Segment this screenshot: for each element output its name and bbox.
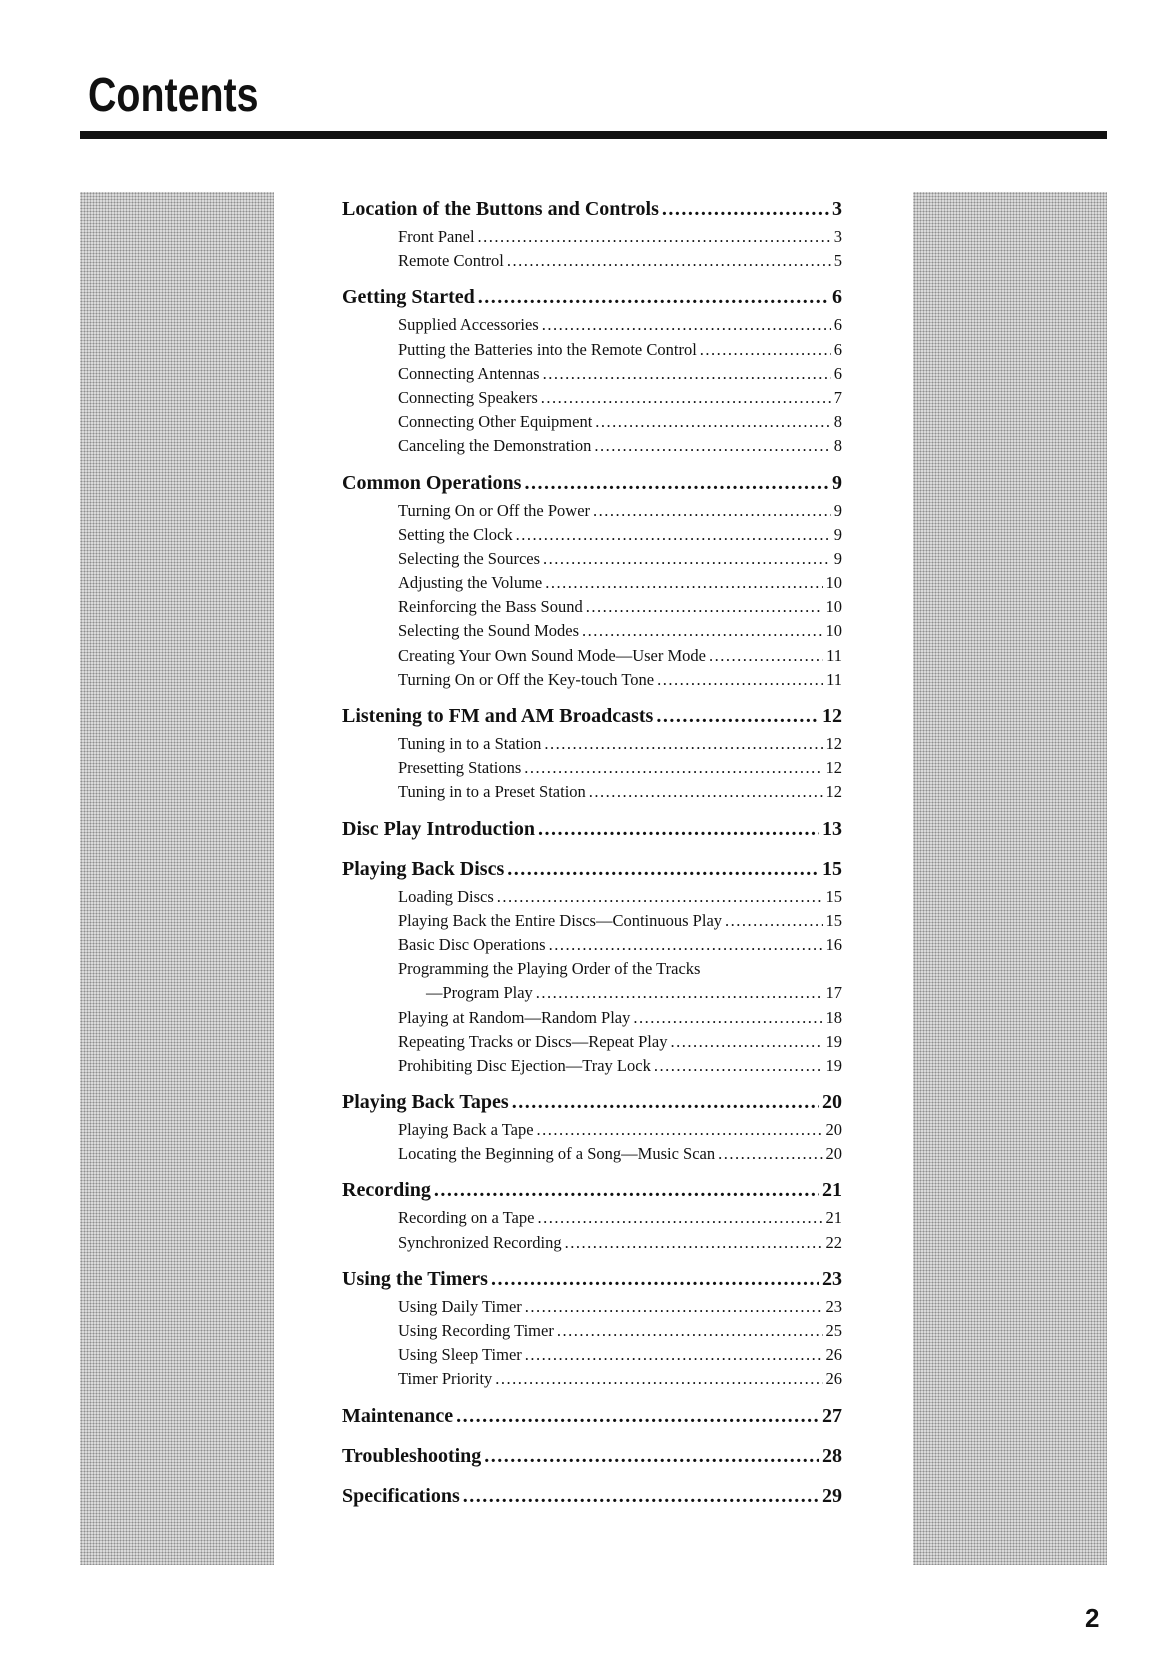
toc-entry[interactable] [342,782,842,806]
toc-entry-label: Using Recording Timer [398,1321,554,1340]
leader-dots [495,1369,822,1389]
toc-entry-page: 5 [833,251,842,271]
leader-dots [718,1144,822,1164]
toc-section-page: 3 [832,198,842,220]
toc-section-heading[interactable] [342,1268,842,1297]
toc-section-title: Troubleshooting [342,1444,482,1467]
toc-section-heading[interactable] [342,1485,842,1514]
toc-section-heading[interactable] [342,1445,842,1474]
toc-entry-label: Connecting Speakers [398,387,538,407]
leader-dots [478,286,829,309]
toc-entry-page: 25 [825,1321,842,1340]
toc-entry-label: Adjusting the Volume [398,573,543,593]
toc-entry-label: Synchronized Recording [398,1232,562,1252]
toc-entry[interactable] [342,646,842,670]
toc-entry[interactable] [342,1144,842,1168]
toc-entry-label: Selecting the Sound Modes [398,621,580,641]
toc-entry-page: 9 [833,524,842,544]
toc-entry[interactable] [342,501,842,525]
toc-section [342,286,842,460]
toc-section-page: 23 [822,1267,842,1290]
toc-entry[interactable] [342,887,842,911]
leader-dots [536,983,823,1003]
toc-entry[interactable] [342,1297,842,1321]
toc-entry[interactable] [342,734,842,758]
toc-entry-page: 23 [825,1296,842,1316]
page-title: Contents [88,69,259,122]
toc-entry[interactable] [342,1032,842,1056]
toc-section [342,1268,842,1394]
toc-section [342,1405,842,1434]
leader-dots [542,315,831,335]
toc-section [342,472,842,695]
toc-entry-label: Remote Control [398,251,504,271]
toc-section-heading[interactable] [342,705,842,734]
toc-section [342,858,842,1081]
toc-entry-label: Setting the Clock [398,524,513,544]
toc-entry[interactable] [342,983,842,1007]
leader-dots [709,646,823,666]
toc-entry-label: Using Daily Timer [398,1296,522,1316]
toc-entry-page: 12 [825,758,842,778]
toc-entry-label: Turning On or Off the Power [398,500,591,520]
leader-dots [656,705,819,728]
toc-section-page: 15 [822,857,842,880]
toc-section [342,705,842,807]
toc-entry-label: Playing Back the Entire Discs—Continuous Play [398,910,723,930]
toc-entry[interactable] [342,1369,842,1393]
toc-entry-label: Prohibiting Disc Ejection—Tray Lock [398,1055,651,1075]
toc-entry-page: 3 [833,227,842,246]
leader-dots [524,472,829,495]
toc-entry[interactable] [342,959,842,983]
leader-dots [524,758,822,778]
toc-section-page: 13 [822,817,842,840]
toc-section-title: Listening to FM and AM Broadcasts [342,705,654,727]
toc-entry-page: 20 [825,1144,842,1164]
leader-dots [537,1208,822,1228]
leader-dots [657,670,823,690]
toc-section-title: Maintenance [342,1404,454,1427]
toc-entry[interactable] [342,436,842,460]
toc-entry-page: 11 [826,669,842,689]
toc-entry-label: Playing Back a Tape [398,1120,534,1140]
leader-dots [725,911,822,931]
toc-entry-label: Creating Your Own Sound Mode—User Mode [398,645,706,665]
toc-entry-page: 12 [825,734,842,753]
toc-entry[interactable] [342,251,842,275]
toc-entry-label: Repeating Tracks or Discs—Repeat Play [398,1031,668,1051]
leader-dots [557,1321,823,1341]
toc-entry[interactable] [342,758,842,782]
toc-entry-page: 6 [833,363,842,383]
toc-entry-label: Front Panel [398,227,475,246]
toc-section-title: Playing Back Discs [342,857,505,880]
leader-dots [633,1008,822,1028]
leader-dots [525,1297,823,1317]
toc-section-page: 6 [832,286,842,309]
toc-entry-page: 11 [826,645,842,665]
leader-dots [507,251,831,271]
toc-section-title: Recording [342,1179,431,1202]
toc-entry-label: Selecting the Sources [398,548,541,568]
toc-entry-page: 19 [825,1031,842,1051]
toc-section-heading[interactable] [342,198,842,227]
toc-entry-page: 8 [833,412,842,432]
leader-dots [478,227,831,247]
toc-entry-label: Locating the Beginning of a Song—Music Scan [398,1144,716,1164]
toc-entry[interactable] [342,621,842,645]
toc-entry[interactable] [342,935,842,959]
leader-dots [525,1345,823,1365]
toc-entry[interactable] [342,549,842,573]
leader-dots [543,364,831,384]
toc-entry-label: Presetting Stations [398,758,522,778]
toc-entry[interactable] [342,670,842,694]
leader-dots [595,412,830,432]
toc-entry-page: 16 [825,934,842,954]
toc-section-page: 28 [822,1444,842,1467]
leader-dots [593,501,831,521]
toc-entry[interactable] [342,388,842,412]
toc-entry[interactable] [342,364,842,388]
toc-section [342,1179,842,1256]
toc-entry-label: —Program Play [426,983,533,1003]
toc-entry[interactable] [342,227,842,251]
leader-dots [565,1233,823,1253]
toc-entry-page: 20 [825,1120,842,1140]
toc-entry-page: 15 [825,886,842,906]
left-shaded-panel [80,192,274,1565]
toc-section-heading[interactable] [342,1091,842,1120]
toc-entry-label: Reinforcing the Bass Sound [398,597,583,617]
leader-dots [538,818,819,841]
toc-entry-page: 9 [833,500,842,520]
toc-section-page: 12 [822,705,842,727]
toc-entry-page: 7 [833,387,842,407]
leader-dots [537,1120,823,1140]
toc-section [342,818,842,847]
toc-entry-page: 10 [825,621,842,641]
toc-entry[interactable] [342,315,842,339]
leader-dots [662,198,829,221]
leader-dots [545,573,822,593]
toc-entry-label: Canceling the Demonstration [398,436,592,456]
toc-entry-label: Supplied Accessories [398,315,539,335]
leader-dots [463,1485,819,1508]
toc-entry[interactable] [342,911,842,935]
toc-section-heading[interactable] [342,1405,842,1434]
toc-entry[interactable] [342,1120,842,1144]
leader-dots [497,887,823,907]
leader-dots [491,1268,819,1291]
toc-entry[interactable] [342,1321,842,1345]
leader-dots [670,1032,822,1052]
leader-dots [507,858,819,881]
toc-entry-page: 10 [825,597,842,617]
toc-section [342,198,842,275]
toc-section-page: 21 [822,1179,842,1202]
toc-entry-label: Playing at Random—Random Play [398,1007,631,1027]
leader-dots [586,597,823,617]
toc-section-title: Getting Started [342,286,475,309]
toc-section-heading[interactable] [342,472,842,501]
toc-section-title: Playing Back Tapes [342,1091,509,1114]
toc-entry-page: 26 [825,1369,842,1389]
toc-section [342,1091,842,1168]
leader-dots [512,1091,819,1114]
toc-entry-page: 6 [833,315,842,335]
toc-entry-page: 19 [825,1055,842,1075]
leader-dots [700,340,831,360]
toc-section-heading[interactable] [342,286,842,315]
toc-entry-page: 17 [825,983,842,1003]
toc-entry-label: Tuning in to a Station [398,734,542,753]
leader-dots [543,549,831,569]
toc-entry-page: 22 [825,1232,842,1252]
toc-section-heading[interactable] [342,818,842,847]
toc-entry-label: Recording on a Tape [398,1208,535,1228]
toc-section-title: Common Operations [342,471,522,494]
toc-entry-page: 10 [825,573,842,593]
toc-entry-label: Using Sleep Timer [398,1345,522,1365]
toc-entry-page: 21 [825,1208,842,1228]
toc-entry-label: Timer Priority [398,1369,493,1389]
toc-entry-label: Connecting Antennas [398,363,540,383]
toc-entry[interactable] [342,412,842,436]
toc-entry[interactable] [342,1233,842,1257]
toc-entry-label: Turning On or Off the Key-touch Tone [398,669,655,689]
toc-entry-page: 12 [825,782,842,802]
toc-entry-page: 9 [833,548,842,568]
toc-entry[interactable] [342,1008,842,1032]
toc-section-title: Using the Timers [342,1267,488,1290]
leader-dots [516,525,831,545]
toc-entry[interactable] [342,340,842,364]
toc-entry[interactable] [342,597,842,621]
toc-section-title: Disc Play Introduction [342,817,535,840]
toc-entry[interactable] [342,573,842,597]
leader-dots [544,734,822,754]
leader-dots [484,1445,819,1468]
toc-section [342,1485,842,1514]
page-number: 2 [1085,1603,1100,1633]
toc-entry-page: 6 [833,339,842,359]
toc-section-page: 20 [822,1091,842,1114]
toc-section-title: Specifications [342,1484,460,1507]
toc-section-page: 27 [822,1404,842,1427]
table-of-contents [342,198,842,1525]
leader-dots [549,935,823,955]
toc-section-heading[interactable] [342,858,842,887]
toc-entry[interactable] [342,1345,842,1369]
toc-entry-page: 18 [825,1007,842,1027]
right-shaded-panel [913,192,1107,1565]
toc-section-heading[interactable] [342,1179,842,1208]
leader-dots [434,1179,819,1202]
toc-section-page: 29 [822,1484,842,1507]
leader-dots [541,388,831,408]
toc-entry[interactable] [342,1208,842,1232]
leader-dots [589,782,823,802]
leader-dots [456,1405,819,1428]
toc-entry-label: Loading Discs [398,886,494,906]
toc-entry-page: 26 [825,1345,842,1365]
leader-dots [594,436,830,456]
toc-entry-label: Basic Disc Operations [398,934,546,954]
leader-dots [654,1056,823,1076]
toc-section [342,1445,842,1474]
toc-entry-label: Putting the Batteries into the Remote Control [398,339,697,359]
toc-entry-label: Tuning in to a Preset Station [398,782,586,802]
toc-entry-label: Programming the Playing Order of the Tracks [398,959,701,979]
toc-entry[interactable] [342,525,842,549]
toc-entry-page: 8 [833,436,842,456]
toc-entry-label: Connecting Other Equipment [398,412,593,432]
toc-section-page: 9 [832,471,842,494]
title-rule [80,131,1107,139]
toc-section-title: Location of the Buttons and Controls [342,198,659,220]
leader-dots [582,621,822,641]
toc-entry[interactable] [342,1056,842,1080]
toc-entry-page: 15 [825,910,842,930]
